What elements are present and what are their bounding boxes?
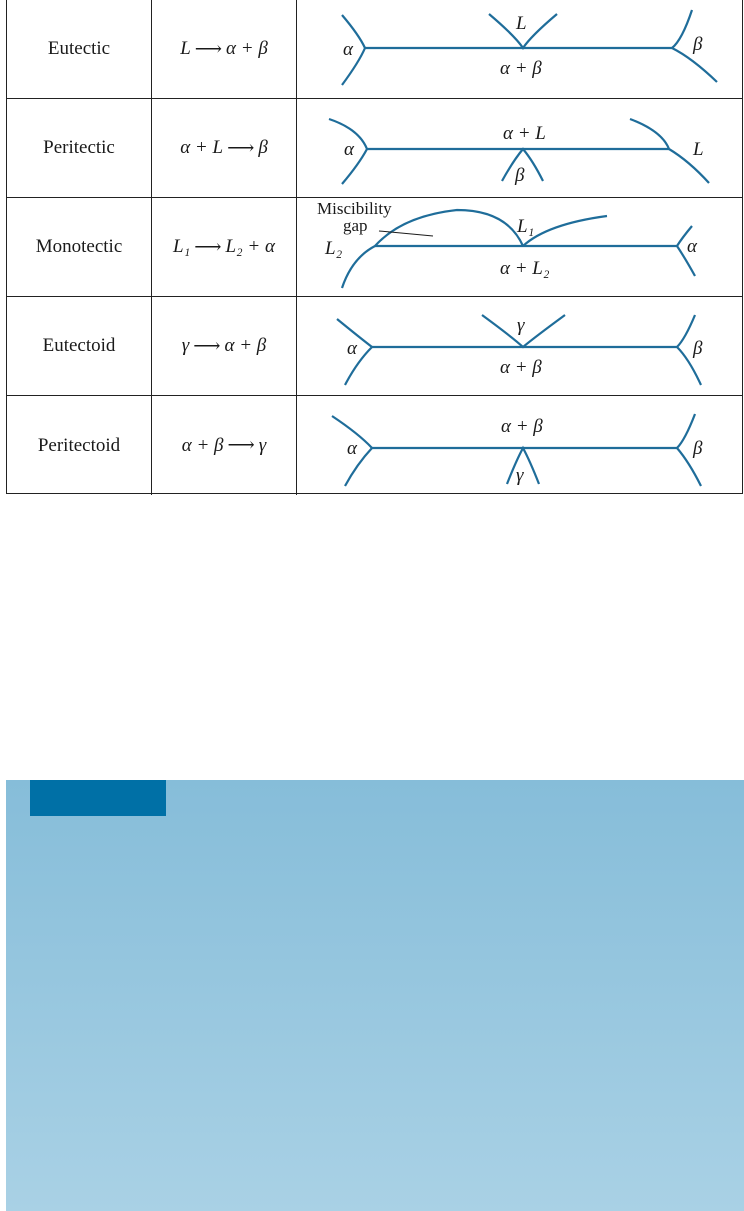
label-right: L — [693, 139, 704, 160]
reaction-equation: γ ⟶ α + β — [152, 297, 297, 395]
table-row-eutectoid — [7, 297, 742, 396]
reaction-name: Eutectoid — [7, 297, 152, 395]
label-right: β — [693, 438, 703, 459]
label-bottom: α + β — [500, 58, 542, 79]
label-top: γ — [517, 315, 525, 336]
label-left: α — [343, 39, 353, 60]
panel-tab — [30, 780, 166, 816]
invariant-reactions-table — [6, 0, 743, 494]
reaction-equation: α + L ⟶ β — [152, 99, 297, 197]
reaction-equation: α + β ⟶ γ — [152, 396, 297, 495]
label-bottom: γ — [516, 465, 524, 486]
table-row-peritectic — [7, 99, 742, 198]
label-left: α — [347, 338, 357, 359]
table-row-eutectic — [7, 0, 742, 99]
table-row-monotectic — [7, 198, 742, 297]
label-bottom: α + L₂ — [500, 258, 550, 279]
reaction-name: Peritectoid — [7, 396, 152, 495]
example-panel — [6, 780, 744, 1211]
label-right: β — [693, 338, 703, 359]
label-gap-line2: gap — [343, 216, 368, 235]
reaction-name: Monotectic — [7, 198, 152, 296]
phase-diagram-sketch — [297, 99, 742, 197]
label-left: α — [344, 139, 354, 160]
table-row-peritectoid — [7, 396, 742, 495]
label-bottom: α + β — [500, 357, 542, 378]
label-left: α — [347, 438, 357, 459]
reaction-equation: L₁ ⟶ L₂ + α — [152, 198, 297, 296]
phase-diagram-sketch — [297, 0, 742, 98]
label-right: β — [693, 34, 703, 55]
phase-diagram-sketch — [297, 297, 742, 395]
label-top: L — [516, 13, 527, 34]
phase-diagram-sketch — [297, 396, 742, 495]
label-bottom: β — [515, 165, 525, 186]
phase-diagram-sketch — [297, 198, 742, 296]
label-top: α + L — [503, 123, 546, 144]
reaction-name: Eutectic — [7, 0, 152, 98]
label-gap-line1: Miscibility — [317, 199, 392, 218]
label-top: α + β — [501, 416, 543, 437]
label-top: L₁ — [517, 216, 535, 237]
label-left: L₂ — [325, 238, 343, 259]
label-right: α — [687, 236, 697, 257]
reaction-name: Peritectic — [7, 99, 152, 197]
reaction-equation: L ⟶ α + β — [152, 0, 297, 98]
